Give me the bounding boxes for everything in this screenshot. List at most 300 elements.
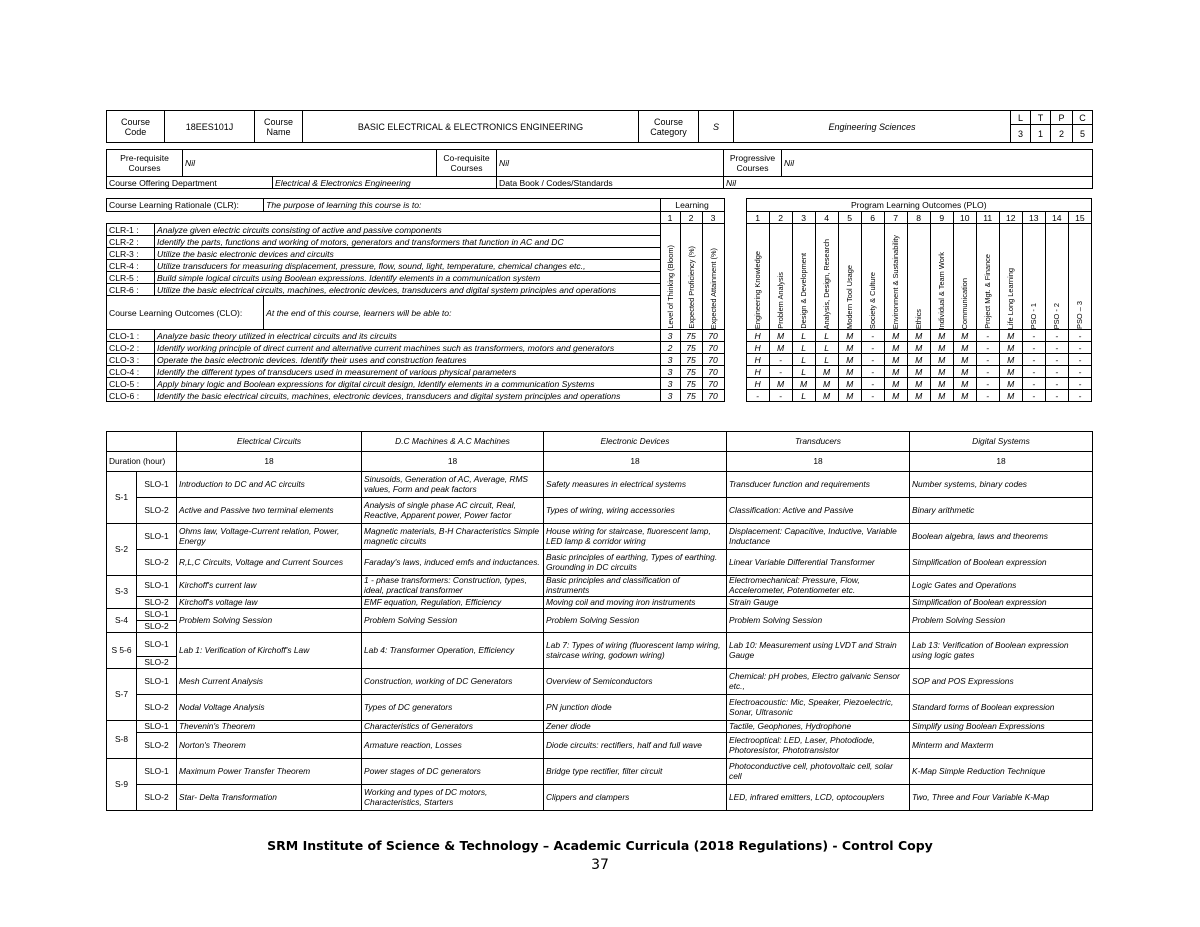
clo-value: M	[930, 330, 953, 342]
plo-header	[999, 224, 1022, 330]
session-topic: Ohms law, Voltage-Current relation, Power, Energy	[177, 524, 362, 550]
unit-duration: 18	[544, 452, 727, 472]
slo-label: SLO-1	[137, 633, 177, 657]
category-name: Engineering Sciences	[734, 111, 1011, 143]
clr-code: CLR-2 :	[107, 236, 155, 248]
clo-row	[107, 330, 1092, 342]
clo-value: -	[1068, 342, 1091, 354]
session-row	[107, 609, 1093, 621]
clo-value: M	[953, 330, 976, 342]
plo-header	[815, 224, 838, 330]
session-number: S-8	[107, 721, 137, 759]
clo-text: Operate the basic electronic devices. Identify their uses and construction features	[155, 354, 660, 366]
clo-value: -	[746, 390, 769, 402]
session-topic: Number systems, binary codes	[910, 472, 1093, 498]
clo-value: M	[838, 366, 861, 378]
clo-value: L	[792, 366, 815, 378]
clo-value: M	[930, 366, 953, 378]
clo-value: M	[884, 354, 907, 366]
clo-value: L	[792, 390, 815, 402]
plo-header	[884, 224, 907, 330]
session-topic: Norton's Theorem	[177, 733, 362, 759]
session-topic: Nodal Voltage Analysis	[177, 695, 362, 721]
session-topic: Chemical: pH probes, Electro galvanic Sensor etc.,	[727, 669, 910, 695]
coreq-label: Co-requisite Courses	[437, 150, 497, 177]
session-topic: Displacement: Capacitive, Inductive, Variable Inductance	[727, 524, 910, 550]
clr-text: Analyze given electric circuits consisting of active and passive components	[155, 224, 660, 236]
session-topic: Logic Gates and Operations	[910, 576, 1093, 597]
clr-rationale-label: Course Learning Rationale (CLR):	[107, 199, 264, 212]
clo-value: 75	[680, 354, 702, 366]
session-row	[107, 669, 1093, 695]
session-row	[107, 633, 1093, 657]
session-topic: Types of DC generators	[362, 695, 544, 721]
course-code: 18EES101J	[165, 111, 255, 143]
clo-value: M	[999, 366, 1022, 378]
clo-value: H	[746, 354, 769, 366]
clo-value: 75	[680, 390, 702, 402]
clo-value: -	[1045, 342, 1068, 354]
dept-label: Course Offering Department	[107, 177, 273, 189]
clo-value: M	[999, 354, 1022, 366]
clo-value: 70	[702, 342, 724, 354]
clo-value: -	[1045, 330, 1068, 342]
session-topic: Mesh Current Analysis	[177, 669, 362, 695]
clo-value: -	[861, 354, 884, 366]
unit-title: Transducers	[727, 432, 910, 452]
plo-header-text: Ethics	[914, 308, 924, 329]
clo-row	[107, 378, 1092, 390]
slo-label: SLO-2	[137, 621, 177, 633]
spacer	[724, 224, 746, 330]
plo-number: 10	[953, 212, 976, 224]
clo-text: Identify working principle of direct current and alternative current machines such as transformers, motors and generators	[155, 342, 660, 354]
learning-label: Learning	[660, 199, 724, 212]
clo-value: M	[953, 378, 976, 390]
clo-row	[107, 366, 1092, 378]
session-topic: Two, Three and Four Variable K-Map	[910, 785, 1093, 811]
clr-spacer	[107, 212, 661, 224]
clo-value: M	[884, 378, 907, 390]
session-row	[107, 785, 1093, 811]
course-name: BASIC ELECTRICAL & ELECTRONICS ENGINEERING	[303, 111, 639, 143]
clr-text: Utilize the basic electronic devices and circuits	[155, 248, 660, 260]
session-topic: Lab 13: Verification of Boolean expression using logic gates	[910, 633, 1093, 669]
plo-header-text: Modern Tool Usage	[845, 265, 855, 329]
plo-header	[792, 224, 815, 330]
clo-value: L	[815, 330, 838, 342]
session-row	[107, 576, 1093, 597]
clo-value: 70	[702, 378, 724, 390]
session-topic: PN junction diode	[544, 695, 727, 721]
clo-value: M	[815, 366, 838, 378]
plo-label: Program Learning Outcomes (PLO)	[746, 199, 1091, 212]
clo-value: M	[792, 378, 815, 390]
learning-header-text: Expected Attainment (%)	[708, 247, 718, 329]
clo-value: -	[861, 330, 884, 342]
clo-value: -	[1022, 354, 1045, 366]
clo-value: M	[769, 378, 792, 390]
clo-value: -	[861, 390, 884, 402]
clr-text: Build simple logical circuits using Boolean expressions. Identify elements in a communication system	[155, 272, 660, 284]
clr-code: CLR-1 :	[107, 224, 155, 236]
plo-number: 8	[907, 212, 930, 224]
session-topic: Kirchoff's current law	[177, 576, 362, 597]
session-topic: Electrooptical: LED, Laser, Photodiode, Photoresistor, Phototransistor	[727, 733, 910, 759]
session-topic: Classification: Active and Passive	[727, 498, 910, 524]
clo-value: M	[907, 330, 930, 342]
clo-label: Course Learning Outcomes (CLO):	[107, 296, 264, 330]
session-topic: Problem Solving Session	[177, 609, 362, 633]
session-topic: 1 - phase transformers: Construction, types, ideal, practical transformer	[362, 576, 544, 597]
unit-title: Electrical Circuits	[177, 432, 362, 452]
clo-value: 3	[660, 354, 680, 366]
learning-number: 2	[680, 212, 702, 224]
slo-label: SLO-1	[137, 669, 177, 695]
clo-value: -	[769, 390, 792, 402]
slo-label: SLO-2	[137, 550, 177, 576]
clo-value: -	[861, 378, 884, 390]
plo-number: 11	[976, 212, 999, 224]
clo-value: 3	[660, 378, 680, 390]
ltpc-label: L	[1011, 111, 1031, 125]
slo-label: SLO-1	[137, 576, 177, 597]
session-topic: Simplify using Boolean Expressions	[910, 721, 1093, 733]
spacer	[724, 342, 746, 354]
plo-header-text: Engineering Knowledge	[753, 250, 763, 329]
clo-value: M	[838, 378, 861, 390]
course-info-table	[106, 149, 1093, 189]
ltpc-value: 1	[1031, 125, 1051, 143]
session-topic: Photoconductive cell, photovoltaic cell, solar cell	[727, 759, 910, 785]
session-topic: Maximum Power Transfer Theorem	[177, 759, 362, 785]
session-topic: Linear Variable Differential Transformer	[727, 550, 910, 576]
session-topic: K-Map Simple Reduction Technique	[910, 759, 1093, 785]
clo-value: M	[884, 366, 907, 378]
session-topic: Safety measures in electrical systems	[544, 472, 727, 498]
clo-code: CLO-6 :	[107, 390, 155, 402]
slo-label: SLO-1	[137, 759, 177, 785]
plo-header-text: PSO – 3	[1075, 301, 1085, 329]
slo-label: SLO-2	[137, 733, 177, 759]
clo-value: M	[838, 354, 861, 366]
clo-value: M	[930, 390, 953, 402]
clo-value: M	[930, 378, 953, 390]
clo-value: M	[930, 342, 953, 354]
session-topic: Bridge type rectifier, filter circuit	[544, 759, 727, 785]
clo-text-intro: At the end of this course, learners will be able to:	[264, 296, 660, 330]
session-number: S-1	[107, 472, 137, 524]
plo-number: 5	[838, 212, 861, 224]
clo-value: -	[976, 390, 999, 402]
session-row	[107, 733, 1093, 759]
prereq-label: Pre-requisite Courses	[107, 150, 183, 177]
clo-value: M	[953, 390, 976, 402]
clo-value: H	[746, 330, 769, 342]
session-topic: Diode circuits: rectifiers, half and full wave	[544, 733, 727, 759]
session-topic: SOP and POS Expressions	[910, 669, 1093, 695]
clo-value: H	[746, 342, 769, 354]
session-topic: Power stages of DC generators	[362, 759, 544, 785]
clo-code: CLO-3 :	[107, 354, 155, 366]
session-schedule-table	[106, 431, 1093, 811]
clo-value: M	[930, 354, 953, 366]
plo-header-text: Project Mgt. & Finance	[983, 254, 993, 329]
plo-number: 3	[792, 212, 815, 224]
session-topic: Boolean algebra, laws and theorems	[910, 524, 1093, 550]
spacer	[724, 390, 746, 402]
clo-value: M	[884, 330, 907, 342]
plo-header	[976, 224, 999, 330]
session-topic: EMF equation, Regulation, Efficiency	[362, 597, 544, 609]
slo-label: SLO-1	[137, 524, 177, 550]
clo-value: -	[1022, 342, 1045, 354]
session-topic: Zener diode	[544, 721, 727, 733]
slo-label: SLO-2	[137, 597, 177, 609]
plo-number: 9	[930, 212, 953, 224]
session-topic: Strain Gauge	[727, 597, 910, 609]
slo-label: SLO-2	[137, 498, 177, 524]
session-topic: Lab 4: Transformer Operation, Efficiency	[362, 633, 544, 669]
page-number: 37	[591, 857, 609, 873]
plo-header-text: PSO - 2	[1052, 302, 1062, 329]
unit-duration: 18	[727, 452, 910, 472]
clo-value: H	[746, 366, 769, 378]
clo-value: 2	[660, 342, 680, 354]
session-number: S-7	[107, 669, 137, 721]
ltpc-value: 3	[1011, 125, 1031, 143]
plo-header	[907, 224, 930, 330]
session-topic: Standard forms of Boolean expression	[910, 695, 1093, 721]
plo-header-text: Life Long Learning	[1006, 267, 1016, 329]
clo-value: M	[838, 342, 861, 354]
session-number: S 5-6	[107, 633, 137, 669]
course-name-label: Course Name	[255, 111, 303, 143]
plo-number: 7	[884, 212, 907, 224]
session-number: S-4	[107, 609, 137, 633]
unit-blank	[107, 432, 177, 452]
session-topic: Overview of Semiconductors	[544, 669, 727, 695]
slo-label: SLO-1	[137, 721, 177, 733]
session-topic: Problem Solving Session	[910, 609, 1093, 633]
clo-value: -	[976, 330, 999, 342]
duration-label: Duration (hour)	[107, 452, 177, 472]
clr-code: CLR-5 :	[107, 272, 155, 284]
plo-header	[746, 224, 769, 330]
clo-value: 70	[702, 390, 724, 402]
clo-value: -	[1068, 378, 1091, 390]
session-number: S-2	[107, 524, 137, 576]
session-row	[107, 498, 1093, 524]
spacer	[724, 212, 746, 224]
course-category-label: Course Category	[639, 111, 699, 143]
clo-value: -	[1045, 354, 1068, 366]
plo-header	[953, 224, 976, 330]
unit-duration: 18	[910, 452, 1093, 472]
clo-value: 75	[680, 342, 702, 354]
session-row	[107, 472, 1093, 498]
clo-value: -	[976, 354, 999, 366]
clo-value: -	[1045, 390, 1068, 402]
session-row	[107, 721, 1093, 733]
session-topic: Sinusoids, Generation of AC, Average, RMS values, Form and peak factors	[362, 472, 544, 498]
clo-value: M	[815, 378, 838, 390]
clo-code: CLO-2 :	[107, 342, 155, 354]
clo-row	[107, 354, 1092, 366]
session-topic: Basic principles of earthing, Types of earthing. Grounding in DC circuits	[544, 550, 727, 576]
session-topic: Working and types of DC motors, Characteristics, Starters	[362, 785, 544, 811]
session-topic: Active and Passive two terminal elements	[177, 498, 362, 524]
plo-number: 15	[1068, 212, 1091, 224]
course-code-label: Course Code	[107, 111, 165, 143]
clo-value: M	[884, 390, 907, 402]
ltpc-value: 2	[1051, 125, 1073, 143]
slo-label: SLO-1	[137, 609, 177, 621]
unit-title: Digital Systems	[910, 432, 1093, 452]
session-topic: Problem Solving Session	[544, 609, 727, 633]
clo-value: M	[884, 342, 907, 354]
session-topic: Analysis of single phase AC circuit, Real, Reactive, Apparent power, Power factor	[362, 498, 544, 524]
clo-value: 70	[702, 354, 724, 366]
clo-value: M	[999, 390, 1022, 402]
session-topic: LED, infrared emitters, LCD, optocouplers	[727, 785, 910, 811]
plo-number: 2	[769, 212, 792, 224]
session-topic: Characteristics of Generators	[362, 721, 544, 733]
plo-number: 13	[1022, 212, 1045, 224]
clr-code: CLR-6 :	[107, 284, 155, 296]
clr-row	[107, 224, 1092, 236]
session-topic: Lab 7: Types of wiring (fluorescent lamp wiring, staircase wiring, godown wiring)	[544, 633, 727, 669]
plo-header-text: Communication	[960, 277, 970, 329]
session-topic: Electroacoustic: Mic, Speaker, Piezoelectric, Sonar, Ultrasonic	[727, 695, 910, 721]
clo-value: H	[746, 378, 769, 390]
spacer	[724, 378, 746, 390]
session-topic: Clippers and clampers	[544, 785, 727, 811]
session-row	[107, 695, 1093, 721]
clo-code: CLO-5 :	[107, 378, 155, 390]
learning-header	[702, 224, 724, 330]
clo-value: L	[792, 330, 815, 342]
clo-value: 70	[702, 330, 724, 342]
session-number: S-3	[107, 576, 137, 609]
ltpc-label: T	[1031, 111, 1051, 125]
clo-value: -	[1022, 390, 1045, 402]
clo-value: M	[953, 354, 976, 366]
unit-duration: 18	[362, 452, 544, 472]
clo-value: M	[907, 390, 930, 402]
clo-value: -	[976, 366, 999, 378]
spacer	[724, 330, 746, 342]
clo-value: M	[838, 390, 861, 402]
session-topic: Simplification of Boolean expression	[910, 550, 1093, 576]
clo-value: -	[1068, 366, 1091, 378]
plo-header-text: Individual & Team Work	[937, 251, 947, 329]
session-topic: Electromechanical: Pressure, Flow, Accelerometer, Potentiometer etc.	[727, 576, 910, 597]
spacer	[724, 354, 746, 366]
plo-header-text: Society & Culture	[868, 271, 878, 329]
clo-value: 70	[702, 366, 724, 378]
clo-value: -	[861, 342, 884, 354]
clo-text: Identify the different types of transducers used in measurement of various physical parameters	[155, 366, 660, 378]
slo-label: SLO-1	[137, 472, 177, 498]
plo-header	[930, 224, 953, 330]
clo-value: M	[953, 366, 976, 378]
session-topic: Transducer function and requirements	[727, 472, 910, 498]
plo-number: 12	[999, 212, 1022, 224]
session-topic: Basic principles and classification of instruments	[544, 576, 727, 597]
clo-value: M	[769, 342, 792, 354]
learning-outcomes-table	[106, 198, 1092, 402]
session-row	[107, 550, 1093, 576]
session-topic: Armature reaction, Losses	[362, 733, 544, 759]
clo-value: -	[1068, 354, 1091, 366]
session-topic: Problem Solving Session	[727, 609, 910, 633]
clo-value: M	[907, 366, 930, 378]
plo-header	[838, 224, 861, 330]
plo-header	[1068, 224, 1091, 330]
learning-header	[680, 224, 702, 330]
slo-label: SLO-2	[137, 695, 177, 721]
session-topic: Tactile, Geophones, Hydrophone	[727, 721, 910, 733]
session-topic: R,L,C Circuits, Voltage and Current Sources	[177, 550, 362, 576]
plo-header-text: Environment & Sustainability	[891, 234, 901, 329]
spacer	[724, 366, 746, 378]
clo-value: M	[769, 330, 792, 342]
clo-value: M	[999, 378, 1022, 390]
clr-code: CLR-4 :	[107, 260, 155, 272]
clo-value: L	[815, 342, 838, 354]
clo-value: -	[1022, 330, 1045, 342]
session-topic: Problem Solving Session	[362, 609, 544, 633]
session-topic: Faraday's laws, induced emfs and inductances.	[362, 550, 544, 576]
plo-header	[861, 224, 884, 330]
learning-header-text: Expected Proficiency (%)	[686, 246, 696, 329]
clo-text: Analyze basic theory utilized in electrical circuits and its circuits	[155, 330, 660, 342]
clo-value: 75	[680, 330, 702, 342]
session-row	[107, 759, 1093, 785]
clo-value: -	[769, 354, 792, 366]
clo-code: CLO-4 :	[107, 366, 155, 378]
session-topic: Magnetic materials, B-H Characteristics Simple magnetic circuits	[362, 524, 544, 550]
plo-header-text: Problem Analysis	[776, 272, 786, 329]
session-topic: Kirchoff's voltage law	[177, 597, 362, 609]
clo-value: 3	[660, 330, 680, 342]
session-topic: House wiring for staircase, fluorescent lamp, LED lamp & corridor wiring	[544, 524, 727, 550]
slo-label: SLO-2	[137, 785, 177, 811]
clr-text: Identify the parts, functions and working of motors, generators and transformers that function in AC and DC	[155, 236, 660, 248]
clr-text: Utilize transducers for measuring displacement, pressure, flow, sound, light, temperature, chemical changes etc.,	[155, 260, 660, 272]
databook-value: Nil	[724, 177, 1093, 189]
clo-value: M	[907, 354, 930, 366]
clo-value: -	[1045, 378, 1068, 390]
session-topic: Types of wiring, wiring accessories	[544, 498, 727, 524]
dept-value: Electrical & Electronics Engineering	[273, 177, 497, 189]
session-topic: Moving coil and moving iron instruments	[544, 597, 727, 609]
plo-header-text: Design & Development	[799, 253, 809, 329]
clo-code: CLO-1 :	[107, 330, 155, 342]
ltpc-label: C	[1073, 111, 1093, 125]
learning-number: 3	[702, 212, 724, 224]
clo-value: M	[999, 330, 1022, 342]
slo-label: SLO-2	[137, 657, 177, 669]
session-topic: Lab 10: Measurement using LVDT and Strain Gauge	[727, 633, 910, 669]
clo-value: -	[1068, 330, 1091, 342]
learning-number: 1	[660, 212, 680, 224]
plo-header	[1022, 224, 1045, 330]
clo-value: -	[1068, 390, 1091, 402]
coreq-value: Nil	[497, 150, 724, 177]
clo-value: -	[1022, 378, 1045, 390]
